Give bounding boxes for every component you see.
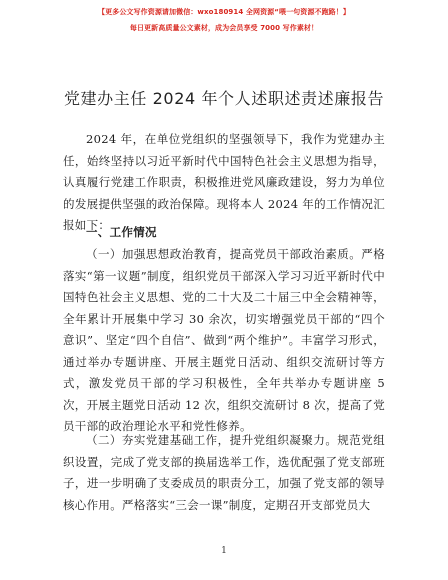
section-heading: 一、工作情况 — [86, 225, 157, 239]
intro-paragraph: 2024 年，在单位党组织的坚强领导下，我作为党建办主任，始终坚持以习近平新时代中国特色社会主义思想为指导，认真履行党建工作职责，积极推进党风廉政建设，努力为单位的发展提供坚强的政治保障。现将本人 2024 年的工作情况汇报如下： — [63, 132, 385, 232]
promo-banner-line-2: 每日更新高质量公文素材，成为会员享受 7000 写作素材！ — [129, 24, 319, 32]
paragraph-1: （一）加强思想政治教育，提高党员干部政治素质。严格落实“第一议题”制度，组织党员干部深入学习习近平新时代中国特色社会主义思想、党的二十大及二十届三中全会精神等，全年累计开展集中学习 30 余次，切实增强党员干部的“四个意识”、坚定“四个自信”、做到“两个维护”。丰富学习形式，通过举办专题讲座、开展主题党日活动、组织交流研讨等方式，激发党员干部的学习积极性，全年共举办专题讲座 5 次，开展主题党日活动 12 次，组织交流研讨 8 次，提高了党员干部的政治理论水平和党性修养。 — [63, 247, 385, 433]
document-title: 党建办主任 2024 年个人述职述责述廉报告 — [63, 89, 385, 108]
paragraph-2: （二）夯实党建基础工作，提升党组织凝聚力。规范党组织设置，完成了党支部的换届选举工作，选优配强了党支部班子，进一步明确了支委成员的职责分工，加强了党支部的领导核心作用。严格落实“三会一课”制度，定期召开支部党员大 — [63, 433, 385, 512]
promo-banner-line-1: 【更多公文写作资源请加微信：wxo180914 全网资源“喂一句资源不跑路！】 — [98, 8, 350, 16]
paragraph-1-block — [63, 244, 385, 438]
intro-paragraph-block — [63, 129, 385, 237]
page-number: 1 — [221, 546, 227, 556]
paragraph-2-block — [63, 430, 385, 516]
